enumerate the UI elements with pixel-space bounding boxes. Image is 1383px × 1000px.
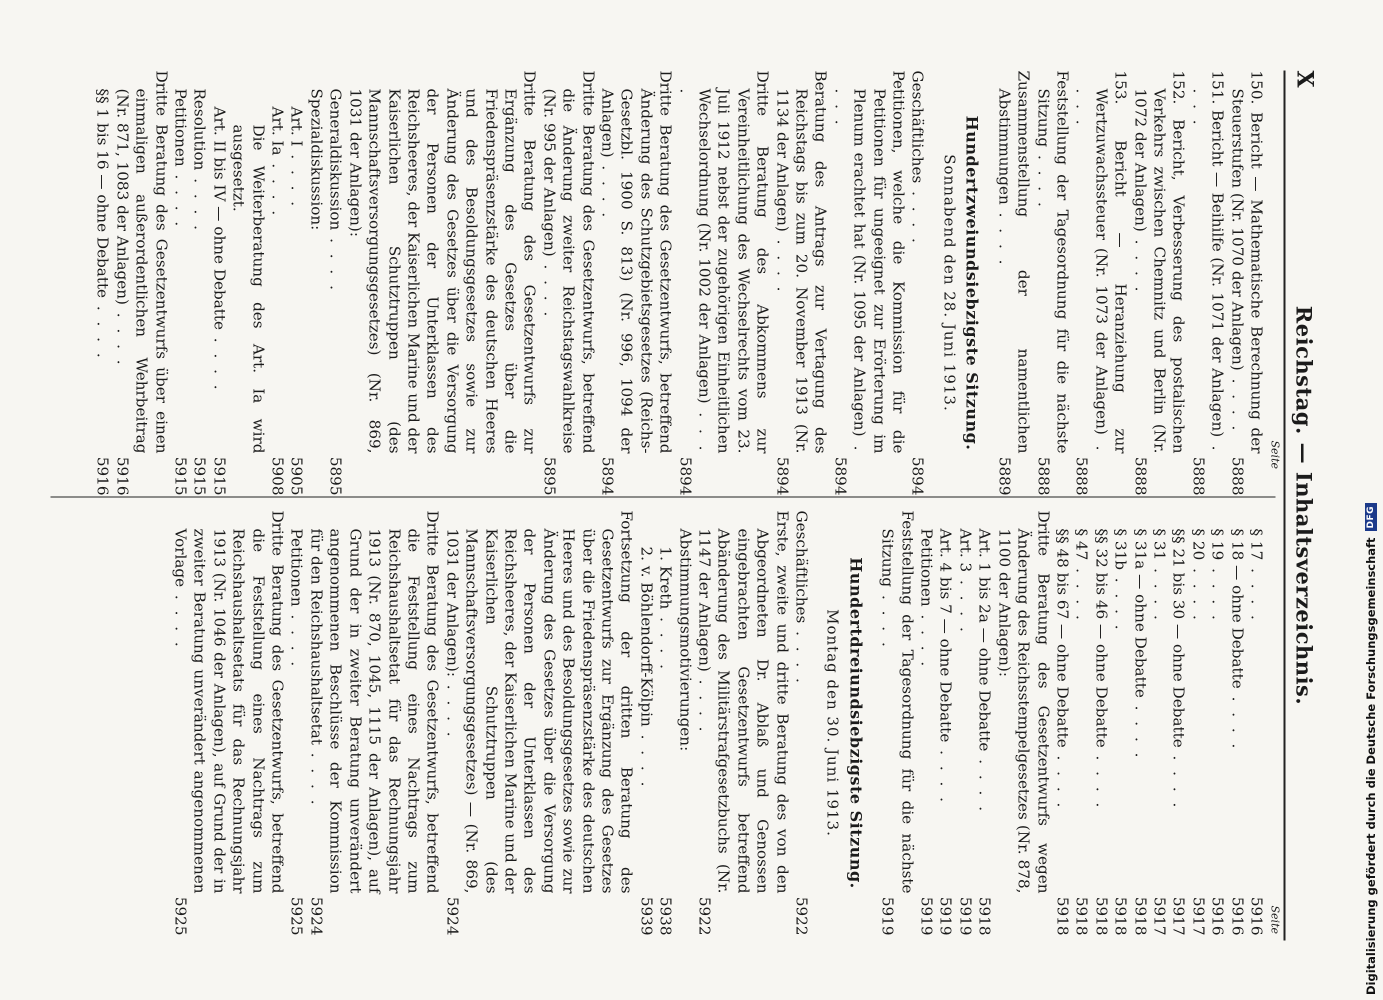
- toc-entry: [344, 70, 538, 495]
- toc-entry: [674, 70, 771, 495]
- digitization-text: Digitalisierung gefördert durch die Deutsche Forschungsgemeinschaft: [1364, 537, 1378, 995]
- leader-dots: . . . .: [171, 586, 190, 650]
- toc-entry-text: Art. I: [287, 106, 306, 146]
- toc-page-number: 5918: [975, 896, 994, 935]
- toc-entry-text: Art. 1 bis 2a — ohne Debatte: [975, 528, 994, 751]
- leader-dots: . . . .: [975, 750, 994, 814]
- leader-dots: . . . .: [830, 88, 869, 453]
- leader-dots: . . . .: [878, 586, 897, 650]
- leader-dots: . . . .: [93, 297, 112, 361]
- toc-entry-text: Geschäftliches: [908, 70, 927, 183]
- toc-entry-text: Art. II bis IV — ohne Debatte: [209, 106, 228, 330]
- toc-entry: [189, 70, 208, 495]
- toc-entry-text: §§ 48 bis 67 — ohne Debatte: [1052, 528, 1071, 748]
- leader-dots: . . . .: [1208, 559, 1227, 623]
- session-heading: Hundertzweiundsiebzigste Sitzung.: [962, 115, 982, 450]
- page-number: X: [1291, 70, 1317, 88]
- running-title: Reichstag. — Inhaltsverzeichnis.: [1291, 305, 1316, 705]
- leader-dots: . . . .: [1072, 559, 1091, 623]
- toc-entry-text: Petitionen: [171, 88, 190, 167]
- toc-entry-text: Petitionen: [287, 528, 306, 607]
- toc-entry: [441, 510, 635, 935]
- toc-entry-text: § 31b: [1111, 528, 1130, 570]
- leader-dots: . . . .: [1130, 231, 1149, 294]
- leader-dots: . . . .: [598, 157, 616, 220]
- leader-dots: . . . .: [287, 146, 306, 209]
- toc-entry: [1032, 70, 1071, 495]
- toc-page-number: 5908: [268, 456, 287, 495]
- toc-entry: [1071, 510, 1090, 935]
- toc-entry-text: Beratung des Antrags zur Vertagung des Reichstags bis zum 20. November 1913 (Nr. 1134 der Anlagen): [772, 70, 830, 453]
- toc-page-number: 5917: [1188, 896, 1207, 935]
- toc-entry-text: Fortsetzung der dritten Beratung des Gesetzentwurfs zur Ergänzung des Gesetzes über die Friedenspräsenzstärke des deutschen Heeres und des Besoldungsgesetzes sowie zur Änderung des Gesetzes über die Versorgung der Personen der Unterklassen des Reichsheeres, der Kaiserlichen Marine und der Kaiserlichen Schutztruppen (des Mannschaftsversorgungsgesetzes) — (Nr. 869, 1031 der Anlagen):: [442, 510, 636, 893]
- leader-dots: . . . .: [539, 256, 558, 319]
- toc-page-number: 5888: [1227, 456, 1246, 495]
- toc-page-number: 5895: [539, 456, 558, 495]
- toc-entry: [877, 510, 916, 935]
- toc-entry-text: 150. Bericht — Mathematische Berechnung der Steuerstufen (Nr. 1070 der Anlagen): [1227, 70, 1265, 453]
- toc-page-number: 5938: [656, 896, 675, 935]
- toc-page-number: 5894: [598, 456, 616, 495]
- toc-page-number: 5924: [442, 896, 461, 935]
- toc-entry-text: Geschäftliches: [792, 510, 811, 623]
- toc-page-number: 5917: [1169, 896, 1188, 935]
- toc-entry-text: Dritte Beratung des Gesetzentwurfs über einen einmaligen außerordentlichen Wehrbeitrag (Nr. 871, 1083 der Anlagen): [112, 70, 170, 453]
- page-header: [1283, 70, 1323, 940]
- toc-entry: [935, 510, 954, 935]
- seite-label-right: Seite: [1268, 905, 1281, 934]
- toc-entry-text: Feststellung der Tagesordnung für die nächste Sitzung: [878, 510, 916, 893]
- session-heading: Hundertdreiundsiebzigste Sitzung.: [845, 556, 865, 889]
- toc-page-number: 5925: [171, 896, 190, 935]
- toc-page-number: 5919: [955, 896, 974, 935]
- leader-dots: . . . .: [675, 88, 714, 454]
- toc-entry: [1090, 510, 1109, 935]
- toc-page-number: 5889: [994, 456, 1013, 495]
- toc-page-number: 5919: [917, 896, 936, 935]
- toc-page-number: 5915: [171, 456, 190, 495]
- toc-entry-text: § 19: [1208, 528, 1227, 560]
- leader-dots: . . . .: [1247, 559, 1265, 623]
- leader-dots: . . . .: [908, 182, 927, 246]
- leader-dots: . . . .: [772, 231, 791, 294]
- toc-page-number: 5915: [190, 456, 209, 495]
- toc-page-number: 5915: [209, 456, 228, 495]
- toc-entry-text: Die Weiterberatung des Art. Ia wird ausgesetzt.: [229, 124, 267, 453]
- toc-entry: [694, 510, 791, 935]
- toc-entry: [111, 70, 169, 495]
- leader-dots: . . . .: [190, 169, 209, 233]
- toc-entry-text: Dritte Beratung des Gesetzentwurfs, betreffend die Feststellung eines Nachtrags zum Reichshaushaltsetat für das Rechnungsjahr 1913 (Nr. 870, 1045, 1115 der Anlagen), auf Grund der in zweiter Beratung unverändert angenommenen Beschlüsse der Kommission für den Reichshaushaltsetat: [306, 510, 442, 893]
- toc-entry: [993, 70, 1032, 495]
- toc-entry-text: Spezialdiskussion:: [306, 88, 325, 230]
- toc-page-number: 5916: [1247, 896, 1265, 935]
- toc-entry: [228, 70, 267, 495]
- leader-dots: . . . .: [1227, 370, 1246, 433]
- session-date: Montag den 30. Juni 1913.: [823, 608, 842, 837]
- toc-entry: [1071, 70, 1129, 495]
- leader-dots: . . . .: [112, 304, 131, 368]
- toc-entry: [1168, 510, 1187, 935]
- toc-page-number: 5894: [675, 456, 694, 495]
- leader-dots: . . . .: [1111, 569, 1130, 633]
- toc-entry-text: Dritte Beratung des Gesetzentwurfs wegen Änderung des Reichsstempelgesetzes (Nr. 878, 1100 der Anlagen):: [994, 510, 1052, 893]
- leader-dots: . . . .: [1149, 559, 1168, 623]
- leader-dots: . . . .: [656, 608, 675, 672]
- toc-entry: [1207, 510, 1226, 935]
- toc-entry: [907, 70, 926, 495]
- toc-entry: [170, 70, 189, 495]
- toc-entry: [1226, 510, 1245, 935]
- leader-dots: . . . .: [1130, 697, 1149, 760]
- toc-page-number: 5918: [1111, 896, 1130, 935]
- toc-entry: [1226, 70, 1265, 495]
- toc-entry-text: Dritte Beratung des Gesetzentwurfs, betreffend Änderung des Schutzgebietsgesetzes (Reichs-Gesetzbl. 1900 S. 813) (Nr. 996, 1094 der Anlagen): [598, 70, 675, 453]
- toc-entry-text: § 31a — ohne Debatte: [1130, 528, 1149, 698]
- toc-entry-text: Art. 4 bis 7 — ohne Debatte: [936, 528, 955, 742]
- toc-entry-text: Art. Ia: [268, 106, 287, 156]
- toc-entry: [674, 510, 693, 935]
- toc-entry: [829, 70, 907, 495]
- toc-entry: [597, 70, 675, 495]
- toc-page-number: 5918: [1130, 896, 1149, 935]
- toc-page-number: 5918: [1052, 896, 1071, 935]
- leader-dots: . . . .: [1052, 747, 1071, 810]
- toc-page-number: 5924: [306, 896, 325, 935]
- toc-page-number: 5916: [93, 456, 112, 495]
- toc-entry-text: 152. Bericht, Verbesserung des postalischen Verkehrs zwischen Chemnitz und Berlin (Nr. 1072 der Anlagen): [1130, 70, 1188, 453]
- leader-dots: . . . .: [306, 744, 325, 808]
- toc-entry: [170, 510, 286, 935]
- toc-entry: [267, 70, 286, 495]
- leader-dots: . . . .: [1033, 146, 1052, 210]
- toc-page-number: 5916: [112, 456, 131, 495]
- leader-dots: . . . .: [955, 571, 974, 635]
- leader-dots: . . . .: [1188, 559, 1207, 623]
- toc-entry: [1246, 510, 1265, 935]
- session-date: Sonnabend den 28. Juni 1913.: [939, 153, 958, 412]
- toc-entry-text: 1. Kreth: [656, 546, 675, 609]
- toc-entry: [635, 510, 654, 935]
- toc-page-number: 5918: [1072, 896, 1091, 935]
- toc-entry: [771, 70, 829, 495]
- toc-page-number: 5919: [878, 896, 897, 935]
- toc-entry-text: § 17: [1247, 528, 1265, 560]
- toc-page-number: 5888: [1072, 456, 1091, 495]
- toc-entry-text: Generaldiskussion: [326, 88, 345, 230]
- leader-dots: . . . .: [1091, 747, 1110, 810]
- toc-page-number: 5916: [1208, 896, 1227, 935]
- toc-entry: [1187, 510, 1206, 935]
- leader-dots: . . . .: [636, 726, 655, 789]
- toc-page-number: 5894: [772, 456, 791, 495]
- toc-entry-text: Abstimmungsmotivierungen:: [675, 528, 694, 751]
- toc-page-number: 5925: [287, 896, 306, 935]
- toc-entry: [1149, 510, 1168, 935]
- toc-entry-text: Dritte Beratung des Gesetzentwurfs zur Ergänzung des Gesetzes über die Friedenspräsenzstärke des deutschen Heeres und des Besoldungsgesetzes sowie zur Änderung des Gesetzes über die Versorgung der Personen der Unterklassen des Reichsheeres, der Kaiserlichen Marine und der Kaiserlichen Schutztruppen (des Mannschaftsversorgungsgesetzes) (Nr. 869, 1031 der Anlagen):: [345, 70, 539, 453]
- leader-dots: . . . .: [1227, 688, 1246, 751]
- toc-page-number: 5888: [1130, 456, 1149, 495]
- toc-entry-text: 151. Bericht — Beihilfe (Nr. 1071 der Anlagen): [1208, 70, 1227, 437]
- digitization-note: [1360, 5, 1382, 995]
- toc-entry: [955, 510, 974, 935]
- left-column: [92, 70, 1265, 495]
- toc-entry: [286, 510, 305, 935]
- toc-entry: [791, 510, 810, 935]
- toc-entry-text: § 18 — ohne Debatte: [1227, 528, 1246, 689]
- toc-page-number: 5916: [1227, 896, 1246, 935]
- toc-page-number: 5939: [636, 896, 655, 935]
- toc-entry-text: Dritte Beratung des Gesetzentwurfs, betreffend die Änderung zweiter Reichstagswahlkreise (Nr. 995 der Anlagen): [539, 70, 597, 453]
- toc-entry-text: §§ 1 bis 16 — ohne Debatte: [93, 88, 112, 298]
- toc-entry-text: Art. 3: [955, 528, 974, 572]
- leader-dots: . . . .: [792, 622, 811, 686]
- toc-entry-text: Petitionen, welche die Kommission für die Petitionen für ungeeignet zur Erörterung im Plenum erachtet hat (Nr. 1095 der Anlagen): [850, 70, 908, 453]
- toc-entry: [916, 510, 935, 935]
- leader-dots: . . . .: [268, 155, 287, 218]
- toc-page-number: 5918: [1091, 896, 1110, 935]
- leader-dots: . . . .: [171, 166, 190, 229]
- seite-label-left: Seite: [1268, 440, 1281, 469]
- toc-entry: [655, 510, 674, 935]
- toc-page-number: 5895: [326, 456, 345, 495]
- toc-entry-text: Zusammenstellung der namentlichen Abstimmungen: [994, 70, 1033, 453]
- toc-entry: [306, 510, 442, 935]
- toc-entry: [1129, 510, 1148, 935]
- toc-page-number: 5922: [695, 896, 714, 935]
- toc-entry-text: Feststellung der Tagesordnung für die nächste Sitzung: [1033, 70, 1071, 453]
- toc-entry: [1052, 510, 1071, 935]
- toc-page-number: 5888: [1033, 456, 1052, 495]
- toc-entry: [306, 70, 325, 495]
- toc-entry-text: §§ 21 bis 30 — ohne Debatte: [1169, 528, 1188, 748]
- toc-page-number: 5917: [1149, 896, 1168, 935]
- toc-entry: [538, 70, 596, 495]
- toc-page-number: 5894: [908, 456, 927, 495]
- toc-entry-text: Erste, zweite und dritte Beratung des von den Abgeordneten Dr. Ablaß und Genossen eingebrachten Gesetzentwurfs betreffend Abänderung des Militärstrafgesetzbuchs (Nr. 1147 der Anlagen): [695, 510, 791, 893]
- leader-dots: . . . .: [326, 229, 345, 293]
- toc-entry: [325, 70, 344, 495]
- toc-entry: [208, 70, 227, 495]
- toc-page-number: 5894: [830, 456, 849, 495]
- toc-entry: [1129, 70, 1187, 495]
- toc-entry-text: Resolution: [190, 88, 209, 170]
- toc-entry-text: Petitionen: [917, 528, 936, 607]
- leader-dots: . . . .: [209, 329, 228, 393]
- leader-dots: . . . .: [917, 606, 936, 669]
- toc-entry: [974, 510, 993, 935]
- toc-entry-text: 153. Bericht — Heranziehung zur Wertzuwachssteuer (Nr. 1073 der Anlagen): [1091, 70, 1130, 453]
- leader-dots: . . . .: [442, 676, 461, 740]
- leader-dots: . . . .: [994, 204, 1013, 267]
- leader-dots: . . . .: [695, 671, 714, 734]
- column-divider: [50, 496, 1275, 497]
- toc-entry: [92, 70, 111, 495]
- leader-dots: . . . .: [936, 741, 955, 805]
- toc-page-number: 5919: [936, 896, 955, 935]
- toc-entry-text: Dritte Beratung des Abkommens zur Vereinheitlichung des Wechselrechts vom 23. Juli 1912 nebst der zugehörigen Einheitlichen Wechselordnung (Nr. 1002 der Anlagen): [695, 70, 772, 453]
- toc-entry-text: §§ 32 bis 46 — ohne Debatte: [1091, 528, 1110, 748]
- toc-entry: [286, 70, 305, 495]
- leader-dots: . . . .: [1169, 747, 1188, 810]
- dfg-logo: DFG: [1365, 503, 1377, 532]
- toc-page-number: 5905: [287, 456, 306, 495]
- leader-dots: . . . .: [1072, 88, 1110, 453]
- leader-dots: . . . .: [287, 606, 306, 669]
- toc-entry-text: 2. v. Böhlendorff-Kölpin: [636, 546, 655, 727]
- toc-entry: [993, 510, 1051, 935]
- toc-page-number: 5922: [792, 896, 811, 935]
- toc-entry-text: § 20: [1188, 528, 1207, 560]
- toc-entry-text: § 31: [1149, 528, 1168, 560]
- toc-page-number: 5888: [1188, 456, 1207, 495]
- toc-entry-text: § 47: [1072, 528, 1091, 560]
- toc-entry-text: Dritte Beratung des Gesetzentwurfs, betreffend die Feststellung eines Nachtrags zum Reichshaushaltsetats für das Rechnungsjahr 1913 (Nr. 1046 der Anlagen), auf Grund der in zweiter Beratung unverändert angenommenen Vorlage: [171, 510, 287, 893]
- right-column: [170, 510, 1265, 935]
- toc-entry: [1187, 70, 1226, 495]
- leader-dots: . . . .: [1188, 88, 1227, 453]
- toc-entry: [1110, 510, 1129, 935]
